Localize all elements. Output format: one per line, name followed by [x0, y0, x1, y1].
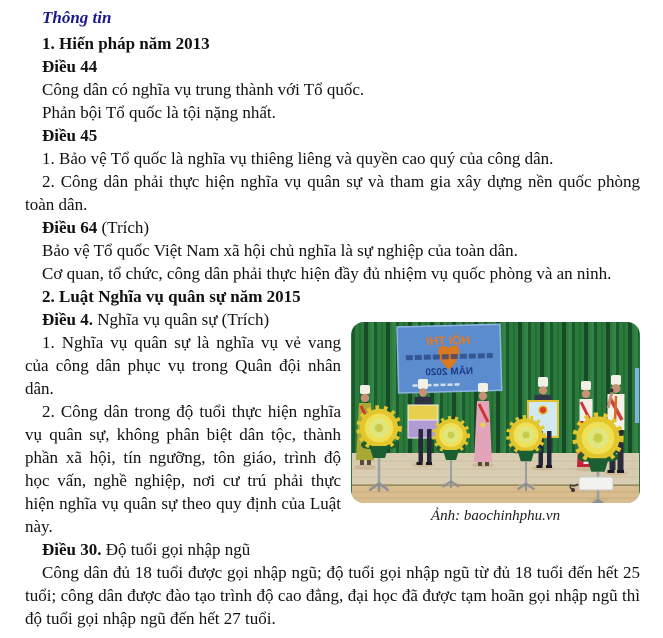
article-64-heading	[25, 216, 640, 239]
article-30-number: Điều 30.	[42, 540, 102, 559]
photo-figure	[351, 322, 640, 526]
article-45-paragraph-2: 2. Công dân phải thực hiện nghĩa vụ quân sự và tham gia xây dựng nền quốc phòng toàn dân.	[25, 172, 640, 214]
info-label: Thông tin	[42, 8, 112, 27]
section-2-title: 2. Luật Nghĩa vụ quân sự năm 2015	[42, 287, 301, 306]
photo-caption: Ảnh: baochinhphu.vn	[430, 508, 561, 524]
article-4-number: Điều 4.	[42, 310, 93, 329]
article-4-suffix: Nghĩa vụ quân sự (Trích)	[93, 310, 270, 329]
article-4-paragraph-2: 2. Công dân trong độ tuổi thực hiện nghĩa vụ quân sự, không phân biệt dân tộc, thành phần xã hội, tín ngưỡng, tôn giáo, trình độ học vấn, nghề nghiệp, nơi cư trú phải thực hiện nghĩa vụ quân sự theo quy định của Luật này.	[25, 402, 341, 536]
stage-photo	[351, 322, 640, 503]
article-64-suffix: (Trích)	[97, 218, 150, 237]
banner-title-text: HỘI THI	[426, 333, 471, 349]
side-banner-edge	[635, 368, 639, 423]
event-banner	[397, 324, 502, 393]
article-64-paragraph-1: Bảo vệ Tổ quốc Việt Nam xã hội chủ nghĩa là sự nghiệp của toàn dân.	[42, 241, 518, 260]
article-30-heading	[25, 538, 640, 561]
section-1-title: 1. Hiến pháp năm 2013	[42, 34, 210, 53]
article-4-paragraph-1: 1. Nghĩa vụ quân sự là nghĩa vụ vẻ vang của công dân phục vụ trong Quân đội nhân dân.	[25, 333, 341, 398]
article-30-paragraph-1: Công dân đủ 18 tuổi được gọi nhập ngũ; độ tuổi gọi nhập ngũ từ đủ 18 tuổi đến hết 25 tuổi; công dân được đào tạo trình độ cao đẳng, đại học đã được tạm hoãn gọi nhập ngũ thì độ tuổi gọi nhập ngũ đến hết 27 tuổi.	[25, 563, 640, 628]
article-44-paragraph-1: Công dân có nghĩa vụ trung thành với Tổ quốc.	[42, 80, 365, 99]
article-45-paragraph-1: 1. Bảo vệ Tổ quốc là nghĩa vụ thiêng liêng và quyền cao quý của công dân.	[42, 149, 554, 168]
article-45-heading: Điều 45	[42, 126, 98, 145]
article-44-paragraph-2: Phản bội Tổ quốc là tội nặng nhất.	[42, 103, 276, 122]
article-64-paragraph-2: Cơ quan, tổ chức, công dân phải thực hiện đầy đủ nhiệm vụ quốc phòng và an ninh.	[42, 264, 612, 283]
article-64-number: Điều 64	[42, 218, 98, 237]
stage-photo-svg	[351, 322, 640, 503]
banner-year-text: NĂM 2020	[425, 366, 474, 379]
article-44-heading: Điều 44	[42, 57, 98, 76]
article-30-suffix: Độ tuổi gọi nhập ngũ	[101, 540, 251, 559]
